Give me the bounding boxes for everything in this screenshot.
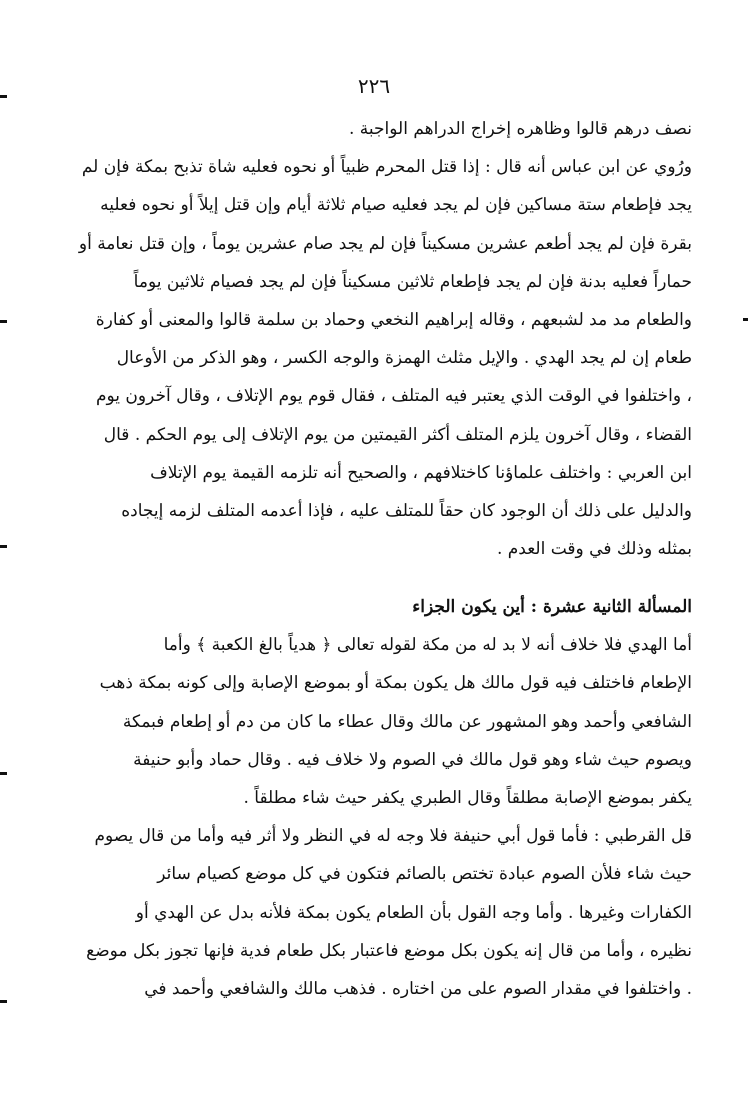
page-number: ٢٢٦ bbox=[357, 74, 391, 98]
text-line: . واختلفوا في مقدار الصوم على من اختاره . فذهب مالك والشافعي وأحمد في bbox=[144, 978, 692, 999]
text-line: نصف درهم قالوا وظاهره إخراج الدراهم الواجبة . bbox=[348, 119, 692, 139]
text-line: يجد فإطعام ستة مساكين فإن لم يجد فعليه صيام ثلاثة أيام وإن قتل إيلاً أو نحوه فعليه bbox=[100, 195, 692, 216]
text-line: نظيره ، وأما من قال إنه يكون بكل موضع فاعتبار بكل طعام فدية فإنها تجوز بكل موضع bbox=[86, 940, 692, 961]
text-block-top bbox=[72, 110, 692, 568]
text-line: حماراً فعليه بدنة فإن لم يجد فإطعام ثلاثين مسكيناً فإن لم يجد فصيام ثلاثين يوماً bbox=[133, 271, 692, 292]
text-line: قل القرطبي : فأما قول أبي حنيفة فلا وجه له في النظر ولا أثر فيه وأما من قال يصوم bbox=[94, 826, 692, 847]
text-line: يكفر بموضع الإصابة مطلقاً وقال الطبري يكفر حيث شاء مطلقاً . bbox=[243, 787, 692, 808]
scan-margin-mark bbox=[0, 545, 7, 548]
text-line: الشافعي وأحمد وهو المشهور عن مالك وقال عطاء ما كان من دم أو إطعام فبمكة bbox=[122, 711, 692, 732]
text-line: حيث شاء فلأن الصوم عبادة تختص بالصائم فتكون في كل موضع كصيام سائر bbox=[157, 864, 692, 885]
text-line: أما الهدي فلا خلاف أنه لا بد له من مكة لقوله تعالى ﴿ هدياً بالغ الكعبة ﴾ وأما bbox=[163, 635, 692, 656]
section-heading: المسألة الثانية عشرة : أين يكون الجزاء bbox=[412, 597, 692, 617]
scan-margin-mark bbox=[0, 95, 7, 98]
text-line: الإطعام فاختلف فيه قول مالك هل يكون بمكة أو بموضع الإصابة وإلى كونه بمكة ذهب bbox=[99, 673, 692, 694]
text-line: بمثله وذلك في وقت العدم . bbox=[496, 539, 692, 560]
text-line: ورُوي عن ابن عباس أنه قال : إذا قتل المحرم ظبياً أو نحوه فعليه شاة تذبح بمكة فإن لم bbox=[81, 157, 692, 178]
text-line: والطعام مد مد لشبعهم ، وقاله إبراهيم النخعي وحماد بن سلمة قالوا والمعنى أو كفارة bbox=[95, 309, 692, 330]
text-line: بقرة فإن لم يجد أطعم عشرين مسكيناً فإن لم يجد صام عشرين يوماً ، وإن قتل نعامة أو bbox=[78, 233, 692, 254]
text-block-bottom bbox=[72, 588, 692, 1008]
text-line: طعام إن لم يجد الهدي . والإيل مثلث الهمزة والوجه الكسر ، وهو الذكر من الأوعال bbox=[116, 348, 692, 369]
scan-margin-mark bbox=[0, 772, 7, 775]
text-line: الكفارات وغيرها . وأما وجه القول بأن الطعام يكون بمكة فلأنه بدل عن الهدي أو bbox=[135, 902, 692, 923]
scan-margin-mark bbox=[0, 320, 7, 323]
text-line: والدليل على ذلك أن الوجود كان حقاً للمتلف عليه ، فإذا أعدمه المتلف لزمه إيجاده bbox=[121, 500, 692, 521]
text-line: ابن العربي : واختلف علماؤنا كاختلافهم ، والصحيح أنه تلزمه القيمة يوم الإتلاف bbox=[150, 462, 692, 483]
scan-margin-mark bbox=[0, 1000, 7, 1003]
text-line: القضاء ، وقال آخرون يلزم المتلف أكثر القيمتين من يوم الإتلاف إلى يوم الحكم . قال bbox=[103, 424, 692, 445]
text-line: ، واختلفوا في الوقت الذي يعتبر فيه المتلف ، فقال قوم يوم الإتلاف ، وقال آخرون يوم bbox=[95, 386, 692, 407]
scan-margin-mark bbox=[743, 318, 748, 321]
text-line: ويصوم حيث شاء وهو قول مالك في الصوم ولا خلاف فيه . وقال حماد وأبو حنيفة bbox=[133, 749, 692, 770]
